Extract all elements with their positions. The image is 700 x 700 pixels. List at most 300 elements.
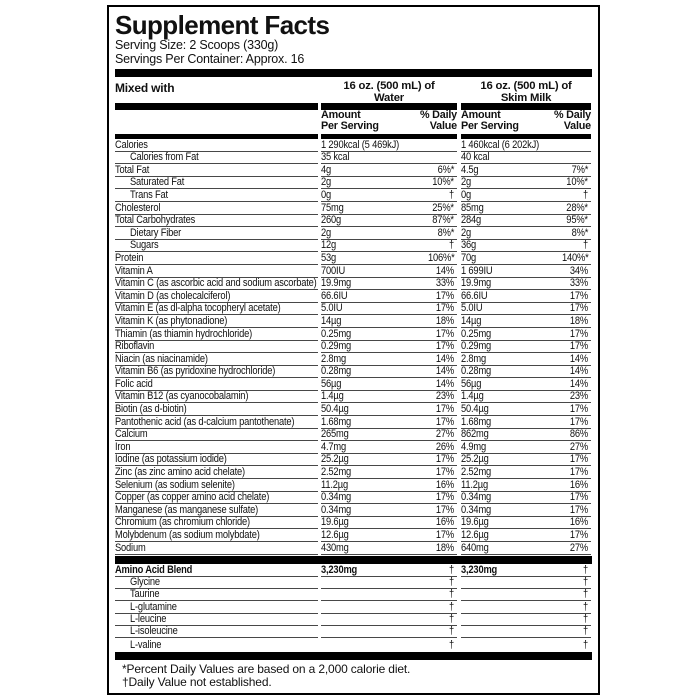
milk-values-group xyxy=(461,164,591,177)
water-amount: 11.2µg xyxy=(321,478,348,491)
table-row xyxy=(115,614,592,626)
milk-values-group xyxy=(461,189,591,202)
water-daily-value: † xyxy=(449,625,455,638)
milk-values-group xyxy=(461,403,591,416)
row-name-cell xyxy=(115,252,318,265)
water-values-group xyxy=(321,614,457,626)
amount-dv-header-row xyxy=(115,110,592,134)
water-daily-value-header xyxy=(420,110,457,134)
milk-amount: 14µg xyxy=(461,314,482,327)
row-name-cell xyxy=(115,504,318,517)
nutrient-name: Selenium (as sodium selenite) xyxy=(115,478,235,491)
milk-values-group xyxy=(461,429,591,442)
mixed-with-label: Mixed with xyxy=(115,81,175,95)
water-amount: 2g xyxy=(321,226,332,239)
milk-daily-value: 140%* xyxy=(561,251,589,264)
table-row xyxy=(115,577,592,589)
milk-values-group xyxy=(461,614,591,626)
row-name-cell xyxy=(115,265,318,278)
row-name-cell xyxy=(115,164,318,177)
milk-values-group xyxy=(461,601,591,613)
water-subheader-group xyxy=(321,110,457,134)
milk-amount: 0.29mg xyxy=(461,340,492,353)
milk-values-group xyxy=(461,341,591,354)
table-row xyxy=(115,265,592,278)
milk-daily-value: 28%* xyxy=(566,201,589,214)
water-daily-value: 16% xyxy=(436,516,455,529)
water-amount: 1.68mg xyxy=(321,415,352,428)
nutrient-name: Dietary Fiber xyxy=(130,226,182,239)
water-values-group xyxy=(321,328,457,341)
milk-amount: 3,230mg xyxy=(461,563,498,576)
milk-daily-value: 17% xyxy=(570,302,589,315)
water-daily-value: 17% xyxy=(436,491,455,504)
row-name-cell xyxy=(115,542,318,555)
water-values-group xyxy=(321,164,457,177)
serving-size-text: Serving Size: 2 Scoops (330g) xyxy=(115,38,279,52)
water-daily-value: 27% xyxy=(436,428,455,441)
water-amount: 5.0IU xyxy=(321,302,343,315)
milk-amount: 0.34mg xyxy=(461,503,492,516)
milk-daily-value: 17% xyxy=(570,289,589,302)
water-amount: 19.9mg xyxy=(321,277,352,290)
water-values-group xyxy=(321,303,457,316)
nutrient-name: Iodine (as potassium iodide) xyxy=(115,453,227,466)
dv-header-line2: Value xyxy=(429,120,457,133)
nutrient-name: Protein xyxy=(115,251,144,264)
milk-subheader-group xyxy=(461,110,591,134)
milk-values-group xyxy=(461,441,591,454)
table-row xyxy=(115,479,592,492)
water-values-group xyxy=(321,429,457,442)
water-daily-value: 17% xyxy=(436,466,455,479)
amount-header-line2: Per Serving xyxy=(321,120,379,133)
milk-amount: 40 kcal xyxy=(461,151,490,164)
milk-amount: 11.2µg xyxy=(461,478,488,491)
milk-daily-value: † xyxy=(583,613,589,626)
row-name-cell xyxy=(115,227,318,240)
row-name-cell xyxy=(115,601,318,613)
nutrient-name: Cholesterol xyxy=(115,201,161,214)
water-daily-value: 17% xyxy=(436,403,455,416)
table-row xyxy=(115,529,592,542)
water-daily-value: 87%* xyxy=(432,214,455,227)
water-daily-value: † xyxy=(449,600,455,613)
water-amount: 0.34mg xyxy=(321,503,352,516)
table-row xyxy=(115,177,592,190)
milk-amount: 36g xyxy=(461,239,477,252)
milk-amount: 19.9mg xyxy=(461,277,492,290)
water-daily-value: 14% xyxy=(436,365,455,378)
water-values-group xyxy=(321,565,457,577)
water-daily-value: † xyxy=(449,563,455,576)
table-row xyxy=(115,164,592,177)
water-column-header xyxy=(321,78,457,103)
nutrient-name: Vitamin B12 (as cyanocobalamin) xyxy=(115,390,249,403)
water-amount: 265mg xyxy=(321,428,349,441)
row-name-cell xyxy=(115,626,318,638)
row-name-cell xyxy=(115,517,318,530)
water-values-group xyxy=(321,391,457,404)
nutrient-name: Iron xyxy=(115,440,131,453)
milk-daily-value: 17% xyxy=(570,340,589,353)
water-amount: 0.29mg xyxy=(321,340,352,353)
water-values-group xyxy=(321,416,457,429)
water-daily-value: † xyxy=(449,613,455,626)
milk-values-group xyxy=(461,328,591,341)
milk-daily-value: 10%* xyxy=(566,176,589,189)
milk-daily-value: 17% xyxy=(570,327,589,340)
water-values-group xyxy=(321,378,457,391)
divider-bar xyxy=(115,652,592,660)
table-row xyxy=(115,638,592,650)
water-values-group xyxy=(321,215,457,228)
water-values-group xyxy=(321,441,457,454)
table-row xyxy=(115,353,592,366)
table-row xyxy=(115,517,592,530)
milk-amount: 0.25mg xyxy=(461,327,492,340)
water-amount: 35 kcal xyxy=(321,151,350,164)
row-name-cell xyxy=(115,341,318,354)
milk-amount: 2.8mg xyxy=(461,352,487,365)
water-values-group xyxy=(321,638,457,650)
nutrient-name: Chromium (as chromium chloride) xyxy=(115,516,250,529)
milk-daily-value-header xyxy=(554,110,591,134)
milk-daily-value: 14% xyxy=(570,377,589,390)
water-values-group xyxy=(321,353,457,366)
table-row xyxy=(115,466,592,479)
nutrient-name: L-isoleucine xyxy=(130,625,178,638)
milk-values-group xyxy=(461,353,591,366)
water-daily-value: 17% xyxy=(436,289,455,302)
footnote-percent-daily-values: *Percent Daily Values are based on a 2,000 calorie diet. xyxy=(122,661,411,676)
row-name-cell xyxy=(115,479,318,492)
milk-values-group xyxy=(461,517,591,530)
milk-amount: 5.0IU xyxy=(461,302,483,315)
milk-values-group xyxy=(461,529,591,542)
water-values-group xyxy=(321,504,457,517)
water-amount: 1 290kcal (5 469kJ) xyxy=(321,138,400,151)
water-daily-value: 17% xyxy=(436,453,455,466)
milk-daily-value: 23% xyxy=(570,390,589,403)
water-daily-value: 16% xyxy=(436,478,455,491)
water-amount: 2.8mg xyxy=(321,352,347,365)
water-daily-value: 18% xyxy=(436,314,455,327)
milk-values-group xyxy=(461,278,591,291)
milk-amount: 2g xyxy=(461,176,472,189)
milk-amount: 4.5g xyxy=(461,163,479,176)
milk-values-group xyxy=(461,454,591,467)
water-amount: 66.6IU xyxy=(321,289,348,302)
table-row xyxy=(115,429,592,442)
milk-values-group xyxy=(461,378,591,391)
nutrient-name: Thiamin (as thiamin hydrochloride) xyxy=(115,327,253,340)
water-amount: 4.7mg xyxy=(321,440,347,453)
nutrient-name: Amino Acid Blend xyxy=(115,563,193,576)
water-values-group xyxy=(321,315,457,328)
water-amount: 260g xyxy=(321,214,342,227)
nutrient-name: Riboflavin xyxy=(115,340,155,353)
milk-amount: 85mg xyxy=(461,201,484,214)
milk-amount: 12.6µg xyxy=(461,529,489,541)
table-row xyxy=(115,139,592,152)
water-daily-value: 106%* xyxy=(427,251,455,264)
table-row xyxy=(115,252,592,265)
water-daily-value: † xyxy=(449,576,455,589)
nutrient-table-body xyxy=(115,139,592,555)
nutrient-name: Vitamin B6 (as pyridoxine hydrochloride) xyxy=(115,365,276,378)
water-values-group xyxy=(321,152,457,165)
milk-daily-value: 17% xyxy=(570,491,589,504)
row-name-cell xyxy=(115,303,318,316)
milk-daily-value: 34% xyxy=(570,264,589,277)
row-name-cell xyxy=(115,492,318,505)
table-row xyxy=(115,278,592,291)
water-amount: 14µg xyxy=(321,314,342,327)
row-name-cell xyxy=(115,441,318,454)
water-amount: 0g xyxy=(321,188,332,201)
milk-values-group xyxy=(461,479,591,492)
row-name-cell xyxy=(115,565,318,577)
dv-header-line1: % Daily xyxy=(419,109,457,121)
amount-header-line2: Per Serving xyxy=(461,120,519,133)
water-amount: 19.6µg xyxy=(321,516,349,529)
milk-values-group xyxy=(461,315,591,328)
milk-amount: 0.28mg xyxy=(461,365,492,378)
milk-amount: 2g xyxy=(461,226,472,239)
water-amount: 430mg xyxy=(321,541,349,554)
milk-daily-value: 16% xyxy=(570,516,589,529)
milk-amount: 2.52mg xyxy=(461,466,492,479)
nutrient-name: L-glutamine xyxy=(130,600,177,613)
milk-values-group xyxy=(461,290,591,303)
water-values-group xyxy=(321,529,457,542)
milk-values-group xyxy=(461,227,591,240)
water-amount: 53g xyxy=(321,251,337,264)
milk-daily-value: † xyxy=(583,563,589,576)
nutrient-name: Zinc (as zinc amino acid chelate) xyxy=(115,466,245,479)
row-name-cell xyxy=(115,589,318,601)
milk-daily-value: 8%* xyxy=(571,226,589,239)
footnotes xyxy=(115,663,592,691)
milk-amount: 70g xyxy=(461,251,477,264)
milk-daily-value: 16% xyxy=(570,478,589,491)
table-row xyxy=(115,391,592,404)
water-daily-value: 14% xyxy=(436,352,455,365)
water-values-group xyxy=(321,278,457,291)
milk-daily-value: † xyxy=(583,625,589,638)
milk-amount: 862mg xyxy=(461,428,489,441)
row-name-cell xyxy=(115,139,318,152)
nutrient-name: Molybdenum (as sodium molybdate) xyxy=(115,529,260,541)
table-row xyxy=(115,542,592,555)
water-amount: 2.52mg xyxy=(321,466,352,479)
water-amount: 3,230mg xyxy=(321,563,358,576)
row-name-cell xyxy=(115,215,318,228)
water-daily-value: 33% xyxy=(436,277,455,290)
amino-acid-table-body xyxy=(115,565,592,651)
water-values-group xyxy=(321,479,457,492)
milk-daily-value: 7%* xyxy=(571,163,589,176)
nutrient-name: Folic acid xyxy=(115,377,153,390)
water-daily-value: 25%* xyxy=(432,201,455,214)
nutrient-name: Total Carbohydrates xyxy=(115,214,196,227)
milk-values-group xyxy=(461,366,591,379)
water-daily-value: † xyxy=(449,588,455,601)
nutrient-name: Calcium xyxy=(115,428,148,441)
water-values-group xyxy=(321,517,457,530)
water-values-group xyxy=(321,177,457,190)
milk-daily-value: 18% xyxy=(570,314,589,327)
water-daily-value: 10%* xyxy=(432,176,455,189)
water-daily-value: 17% xyxy=(436,529,455,541)
table-row xyxy=(115,601,592,613)
milk-daily-value: 95%* xyxy=(566,214,589,227)
row-name-cell xyxy=(115,391,318,404)
milk-values-group xyxy=(461,577,591,589)
milk-values-group xyxy=(461,177,591,190)
row-name-cell xyxy=(115,429,318,442)
milk-daily-value: 17% xyxy=(570,453,589,466)
milk-daily-value: 14% xyxy=(570,365,589,378)
milk-values-group xyxy=(461,626,591,638)
milk-daily-value: † xyxy=(583,638,589,651)
table-row xyxy=(115,378,592,391)
milk-daily-value: 14% xyxy=(570,352,589,365)
row-name-cell xyxy=(115,152,318,165)
supplement-facts-label xyxy=(107,5,600,695)
table-row xyxy=(115,626,592,638)
milk-values-group xyxy=(461,202,591,215)
nutrient-name: Calories from Fat xyxy=(130,151,199,164)
water-daily-value: 17% xyxy=(436,302,455,315)
row-name-cell xyxy=(115,577,318,589)
table-row xyxy=(115,565,592,577)
milk-daily-value: 17% xyxy=(570,403,589,416)
water-values-group xyxy=(321,542,457,555)
water-values-group xyxy=(321,366,457,379)
milk-amount: 25.2µg xyxy=(461,453,489,466)
footnote-daily-value-not-established: †Daily Value not established. xyxy=(122,675,272,690)
milk-values-group xyxy=(461,504,591,517)
water-amount: 1.4µg xyxy=(321,390,344,403)
dv-header-line2: Value xyxy=(563,120,591,133)
milk-daily-value: 86% xyxy=(570,428,589,441)
water-amount: 12.6µg xyxy=(321,529,349,541)
nutrient-name: Total Fat xyxy=(115,163,150,176)
row-name-cell xyxy=(115,466,318,479)
milk-amount: 50.4µg xyxy=(461,403,489,416)
water-values-group xyxy=(321,227,457,240)
nutrient-name: Taurine xyxy=(130,588,160,601)
milk-daily-value: † xyxy=(583,239,589,252)
water-amount: 25.2µg xyxy=(321,453,349,466)
table-row xyxy=(115,441,592,454)
water-values-group xyxy=(321,252,457,265)
nutrient-name: L-valine xyxy=(130,638,162,651)
dv-header-line1: % Daily xyxy=(553,109,591,121)
table-row xyxy=(115,589,592,601)
milk-daily-value: † xyxy=(583,576,589,589)
label-title: Supplement Facts xyxy=(115,10,330,40)
row-name-cell xyxy=(115,328,318,341)
row-name-cell xyxy=(115,240,318,253)
milk-amount: 66.6IU xyxy=(461,289,488,302)
nutrient-name: Sugars xyxy=(130,239,159,252)
milk-daily-value: † xyxy=(583,600,589,613)
row-name-cell xyxy=(115,290,318,303)
table-row xyxy=(115,416,592,429)
nutrient-name: Manganese (as manganese sulfate) xyxy=(115,503,259,516)
water-values-group xyxy=(321,492,457,505)
milk-daily-value: 33% xyxy=(570,277,589,290)
water-values-group xyxy=(321,577,457,589)
milk-values-group xyxy=(461,565,591,577)
milk-values-group xyxy=(461,542,591,555)
water-amount: 4g xyxy=(321,163,332,176)
row-name-cell xyxy=(115,529,318,542)
row-name-cell xyxy=(115,638,318,650)
table-row xyxy=(115,492,592,505)
divider-bar xyxy=(115,556,592,564)
water-daily-value: 26% xyxy=(436,440,455,453)
milk-amount: 4.9mg xyxy=(461,440,487,453)
water-values-group xyxy=(321,589,457,601)
table-row xyxy=(115,290,592,303)
water-amount: 12g xyxy=(321,239,337,252)
milk-amount-header xyxy=(461,110,519,134)
water-daily-value: 18% xyxy=(436,541,455,554)
water-values-group xyxy=(321,290,457,303)
water-values-group xyxy=(321,403,457,416)
water-amount: 0.28mg xyxy=(321,365,352,378)
table-row xyxy=(115,303,592,316)
water-values-group xyxy=(321,189,457,202)
water-values-group xyxy=(321,139,457,152)
table-row xyxy=(115,240,592,253)
milk-daily-value: 27% xyxy=(570,440,589,453)
water-daily-value: 23% xyxy=(436,390,455,403)
water-daily-value: 14% xyxy=(436,377,455,390)
milk-values-group xyxy=(461,240,591,253)
water-column-header-line2: Water xyxy=(374,91,404,104)
skim-milk-column-header-line2: Skim Milk xyxy=(500,91,552,104)
water-amount: 2g xyxy=(321,176,332,189)
milk-values-group xyxy=(461,391,591,404)
milk-values-group xyxy=(461,139,591,152)
water-amount: 50.4µg xyxy=(321,403,349,416)
milk-values-group xyxy=(461,303,591,316)
water-amount-header xyxy=(321,110,379,134)
water-values-group xyxy=(321,454,457,467)
milk-daily-value: † xyxy=(583,588,589,601)
milk-values-group xyxy=(461,252,591,265)
skim-milk-column-header-line1: 16 oz. (500 mL) of xyxy=(480,80,572,92)
water-values-group xyxy=(321,466,457,479)
water-daily-value: 8%* xyxy=(437,226,455,239)
servings-per-container-text: Servings Per Container: Approx. 16 xyxy=(115,51,305,66)
milk-amount: 0g xyxy=(461,188,472,201)
table-row xyxy=(115,504,592,517)
nutrient-name: Copper (as copper amino acid chelate) xyxy=(115,491,270,504)
nutrient-name: Vitamin E (as dl-alpha tocopheryl acetate) xyxy=(115,302,281,315)
water-values-group xyxy=(321,341,457,354)
water-daily-value: 17% xyxy=(436,503,455,516)
water-values-group xyxy=(321,265,457,278)
milk-amount: 1.68mg xyxy=(461,415,492,428)
milk-amount: 284g xyxy=(461,214,482,227)
milk-values-group xyxy=(461,416,591,429)
